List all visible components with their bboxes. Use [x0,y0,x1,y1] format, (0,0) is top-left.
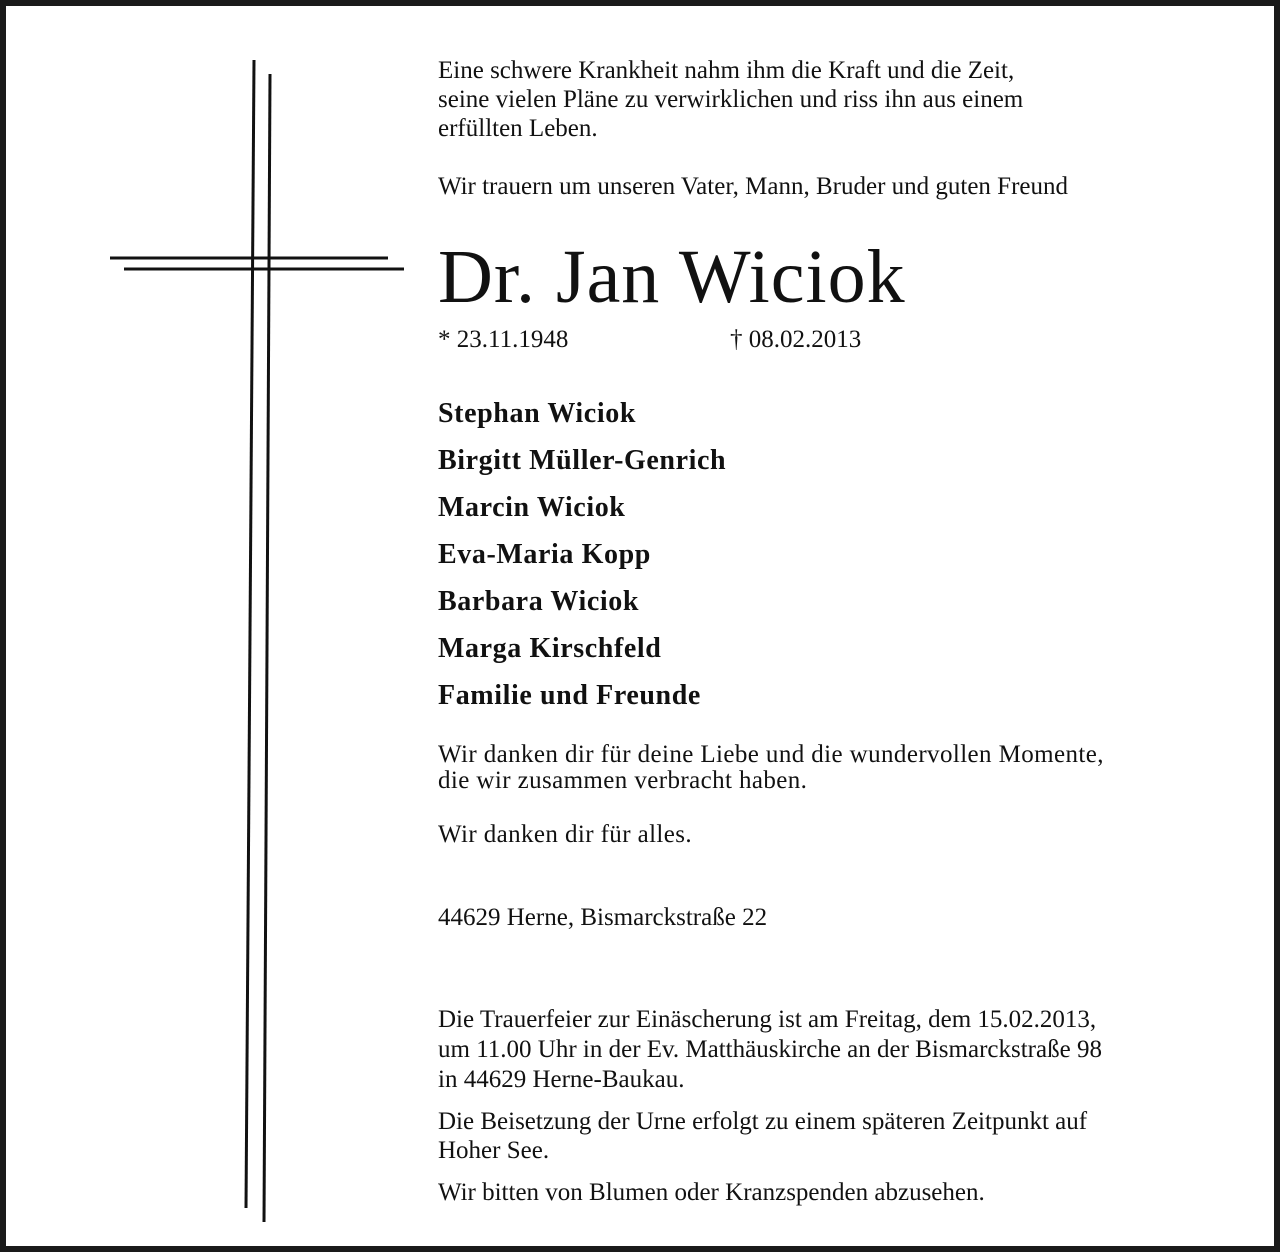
mourner-name: Eva-Maria Kopp [438,539,651,570]
mourner-name: Barbara Wiciok [438,586,640,617]
ceremony-paragraph [438,1005,1102,1095]
birth-date: * 23.11.1948 [438,326,569,353]
thanks-short: Wir danken dir für alles. [438,821,693,848]
mourner-name: Birgitt Müller-Genrich [438,445,727,476]
ceremony-line: um 11.00 Uhr in der Ev. Matthäuskirche an der Bismarckstraße 98 [438,1036,1102,1063]
death-date: † 08.02.2013 [730,326,862,353]
address: 44629 Herne, Bismarckstraße 22 [438,904,768,931]
ceremony-line: Die Trauerfeier zur Einäscherung ist am Freitag, dem 15.02.2013, [438,1006,1097,1033]
ceremony-line: in 44629 Herne-Baukau. [438,1066,685,1093]
mourner-name: Familie und Freunde [438,680,701,711]
flowers-request: Wir bitten von Blumen oder Kranzspenden abzusehen. [438,1179,985,1206]
deceased-name: Dr. Jan Wiciok [438,235,906,319]
burial-line: Hoher See. [438,1137,550,1164]
intro-line: seine vielen Pläne zu verwirklichen und riss ihn aus einem [438,86,1024,113]
mourner-name: Marga Kirschfeld [438,633,662,664]
intro-line: Eine schwere Krankheit nahm ihm die Kraft und die Zeit, [438,57,1015,84]
mourners-list [438,390,726,719]
burial-paragraph [438,1107,1087,1165]
mourner-name: Marcin Wiciok [438,492,626,523]
thanks-line: Wir danken dir für deine Liebe und die wundervollen Momente, [438,741,1104,768]
thanks-paragraph [438,740,1104,795]
mourner-name: Stephan Wiciok [438,398,636,429]
intro-paragraph [438,56,1023,143]
mourn-line: Wir trauern um unseren Vater, Mann, Bruder und guten Freund [438,173,1069,200]
thanks-line: die wir zusammen verbracht haben. [438,767,808,794]
burial-line: Die Beisetzung der Urne erfolgt zu einem späteren Zeitpunkt auf [438,1108,1088,1135]
intro-line: erfüllten Leben. [438,115,598,142]
